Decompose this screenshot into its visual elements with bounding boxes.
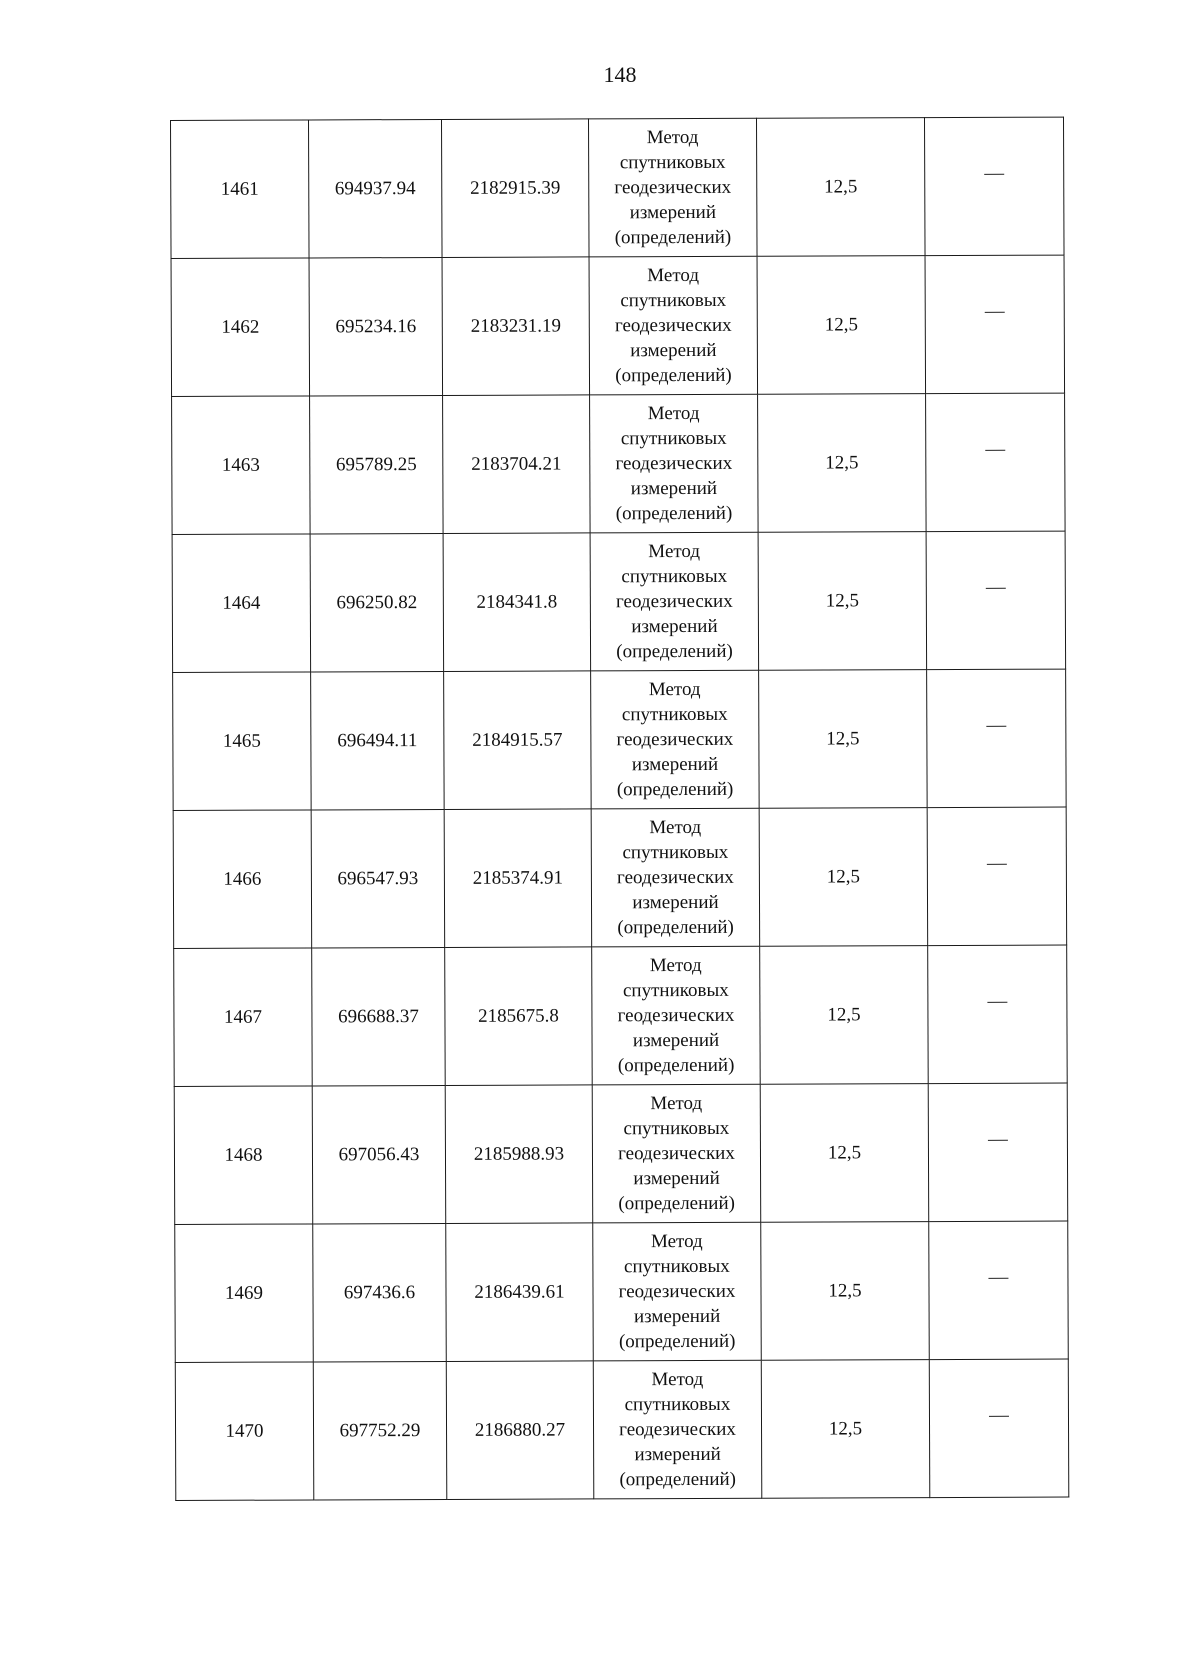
note-cell <box>927 669 1067 808</box>
method-cell <box>591 670 760 809</box>
method-line: измерений <box>632 1029 720 1052</box>
point-number-cell: 1465 <box>173 672 312 811</box>
dash-mark <box>986 726 1006 752</box>
method-line: Метод <box>650 1230 703 1253</box>
dash-mark <box>985 450 1005 476</box>
method-line: геодезических <box>615 590 733 613</box>
note-cell <box>929 1221 1069 1360</box>
method-line: геодезических <box>616 866 734 889</box>
y-coordinate-cell: 2185374.91 <box>444 809 592 948</box>
x-coordinate-cell: 696688.37 <box>312 947 446 1086</box>
point-number-cell: 1466 <box>173 810 312 949</box>
note-cell <box>929 1359 1069 1498</box>
point-number-cell: 1470 <box>175 1362 314 1501</box>
y-coordinate-cell: 2182915.39 <box>441 119 589 258</box>
method-line: (определений) <box>615 364 732 387</box>
point-number-cell: 1469 <box>175 1224 314 1363</box>
note-cell <box>927 807 1067 946</box>
method-line: спутниковых <box>619 151 726 174</box>
table-row <box>174 1083 1068 1224</box>
y-coordinate-cell: 2183231.19 <box>442 257 590 396</box>
method-line: измерений <box>634 1443 721 1466</box>
accuracy-cell: 12,5 <box>758 394 927 533</box>
y-coordinate-cell: 2183704.21 <box>443 395 591 534</box>
method-line: геодезических <box>618 1142 735 1165</box>
method-line: геодезических <box>616 728 734 751</box>
method-line: измерений <box>631 753 719 776</box>
y-coordinate-cell: 2184915.57 <box>444 671 592 810</box>
method-cell <box>590 394 759 533</box>
note-cell <box>926 393 1066 532</box>
method-line: геодезических <box>619 1418 736 1441</box>
method-line: (определений) <box>615 502 733 525</box>
accuracy-cell: 12,5 <box>756 118 925 257</box>
table-row <box>173 669 1067 810</box>
method-line: (определений) <box>619 1468 737 1491</box>
table-row <box>174 945 1068 1086</box>
table-row <box>171 255 1065 396</box>
method-line: (определений) <box>616 778 734 801</box>
method-line: геодезических <box>617 1004 735 1027</box>
dash-mark <box>984 174 1004 200</box>
dash-mark <box>987 1002 1007 1028</box>
x-coordinate-cell: 695789.25 <box>310 395 444 534</box>
y-coordinate-cell: 2186880.27 <box>446 1361 594 1500</box>
note-cell <box>928 945 1068 1084</box>
x-coordinate-cell: 695234.16 <box>309 257 443 396</box>
y-coordinate-cell: 2185988.93 <box>445 1085 593 1224</box>
note-cell <box>926 531 1066 670</box>
method-line: спутниковых <box>622 979 729 1002</box>
table-row <box>175 1221 1069 1362</box>
point-number-cell: 1463 <box>172 396 311 535</box>
method-line: Метод <box>649 816 702 839</box>
accuracy-cell: 12,5 <box>759 670 928 809</box>
x-coordinate-cell: 697436.6 <box>313 1223 447 1362</box>
method-line: спутниковых <box>622 841 729 864</box>
method-line: Метод <box>648 540 701 563</box>
point-number-cell: 1468 <box>174 1086 313 1225</box>
table-row <box>172 531 1066 672</box>
accuracy-cell: 12,5 <box>758 532 927 671</box>
method-line: (определений) <box>617 916 734 939</box>
method-line: геодезических <box>614 176 732 199</box>
method-line: измерений <box>630 339 717 362</box>
method-line: геодезических <box>614 314 732 337</box>
table-row <box>172 393 1066 534</box>
accuracy-cell: 12,5 <box>760 1084 929 1223</box>
x-coordinate-cell: 696494.11 <box>311 671 445 810</box>
method-line: Метод <box>651 1368 704 1391</box>
method-line: измерений <box>633 1305 721 1328</box>
y-coordinate-cell: 2185675.8 <box>445 947 593 1086</box>
method-line: измерений <box>630 477 718 500</box>
dash-mark <box>989 1416 1009 1442</box>
method-line: (определений) <box>617 1054 735 1077</box>
x-coordinate-cell: 697752.29 <box>313 1361 447 1500</box>
method-line: спутниковых <box>623 1255 730 1278</box>
table-row <box>173 807 1067 948</box>
method-cell <box>591 808 760 947</box>
method-line: геодезических <box>618 1280 736 1303</box>
method-line: геодезических <box>615 452 733 475</box>
method-line: Метод <box>646 126 699 149</box>
point-number-cell: 1461 <box>171 120 310 259</box>
method-line: (определений) <box>614 226 732 249</box>
x-coordinate-cell: 696547.93 <box>311 809 445 948</box>
note-cell <box>925 255 1065 394</box>
table-row <box>175 1359 1069 1500</box>
coordinates-table <box>170 117 1069 1501</box>
point-number-cell: 1462 <box>171 258 310 397</box>
method-line: Метод <box>648 678 701 701</box>
method-line: спутниковых <box>624 1393 731 1416</box>
note-cell <box>924 117 1064 256</box>
method-line: измерений <box>633 1167 720 1190</box>
method-line: Метод <box>647 264 700 287</box>
method-line: (определений) <box>616 640 733 663</box>
note-cell <box>928 1083 1068 1222</box>
dash-mark <box>986 588 1006 614</box>
y-coordinate-cell: 2184341.8 <box>443 533 591 672</box>
table-body <box>171 117 1069 1500</box>
accuracy-cell: 12,5 <box>757 256 926 395</box>
point-number-cell: 1467 <box>174 948 313 1087</box>
dash-mark <box>987 864 1007 890</box>
accuracy-cell: 12,5 <box>759 808 928 947</box>
method-line: измерений <box>631 615 718 638</box>
method-cell <box>593 1360 762 1499</box>
method-cell <box>592 1084 761 1223</box>
page-number: 148 <box>603 62 637 87</box>
point-number-cell: 1464 <box>172 534 311 673</box>
y-coordinate-cell: 2186439.61 <box>446 1223 594 1362</box>
method-line: спутниковых <box>621 703 728 726</box>
x-coordinate-cell: 694937.94 <box>309 119 443 258</box>
method-line: (определений) <box>618 1192 735 1215</box>
method-line: измерений <box>629 201 717 224</box>
method-cell <box>589 256 758 395</box>
accuracy-cell: 12,5 <box>760 946 929 1085</box>
method-line: спутниковых <box>623 1117 730 1140</box>
method-line: спутниковых <box>620 427 727 450</box>
accuracy-cell: 12,5 <box>761 1360 930 1499</box>
accuracy-cell: 12,5 <box>761 1222 930 1361</box>
method-line: спутниковых <box>620 289 727 312</box>
method-cell <box>588 118 757 257</box>
x-coordinate-cell: 697056.43 <box>312 1085 446 1224</box>
method-cell <box>590 532 759 671</box>
x-coordinate-cell: 696250.82 <box>310 533 444 672</box>
table-row <box>171 117 1065 258</box>
dash-mark <box>985 312 1005 338</box>
dash-mark <box>988 1278 1008 1304</box>
dash-mark <box>988 1140 1008 1166</box>
method-line: спутниковых <box>621 565 728 588</box>
method-line: Метод <box>650 1092 703 1115</box>
method-cell <box>592 946 761 1085</box>
method-line: измерений <box>632 891 719 914</box>
method-line: Метод <box>647 402 700 425</box>
method-line: (определений) <box>618 1330 736 1353</box>
method-line: Метод <box>649 954 702 977</box>
method-cell <box>593 1222 762 1361</box>
